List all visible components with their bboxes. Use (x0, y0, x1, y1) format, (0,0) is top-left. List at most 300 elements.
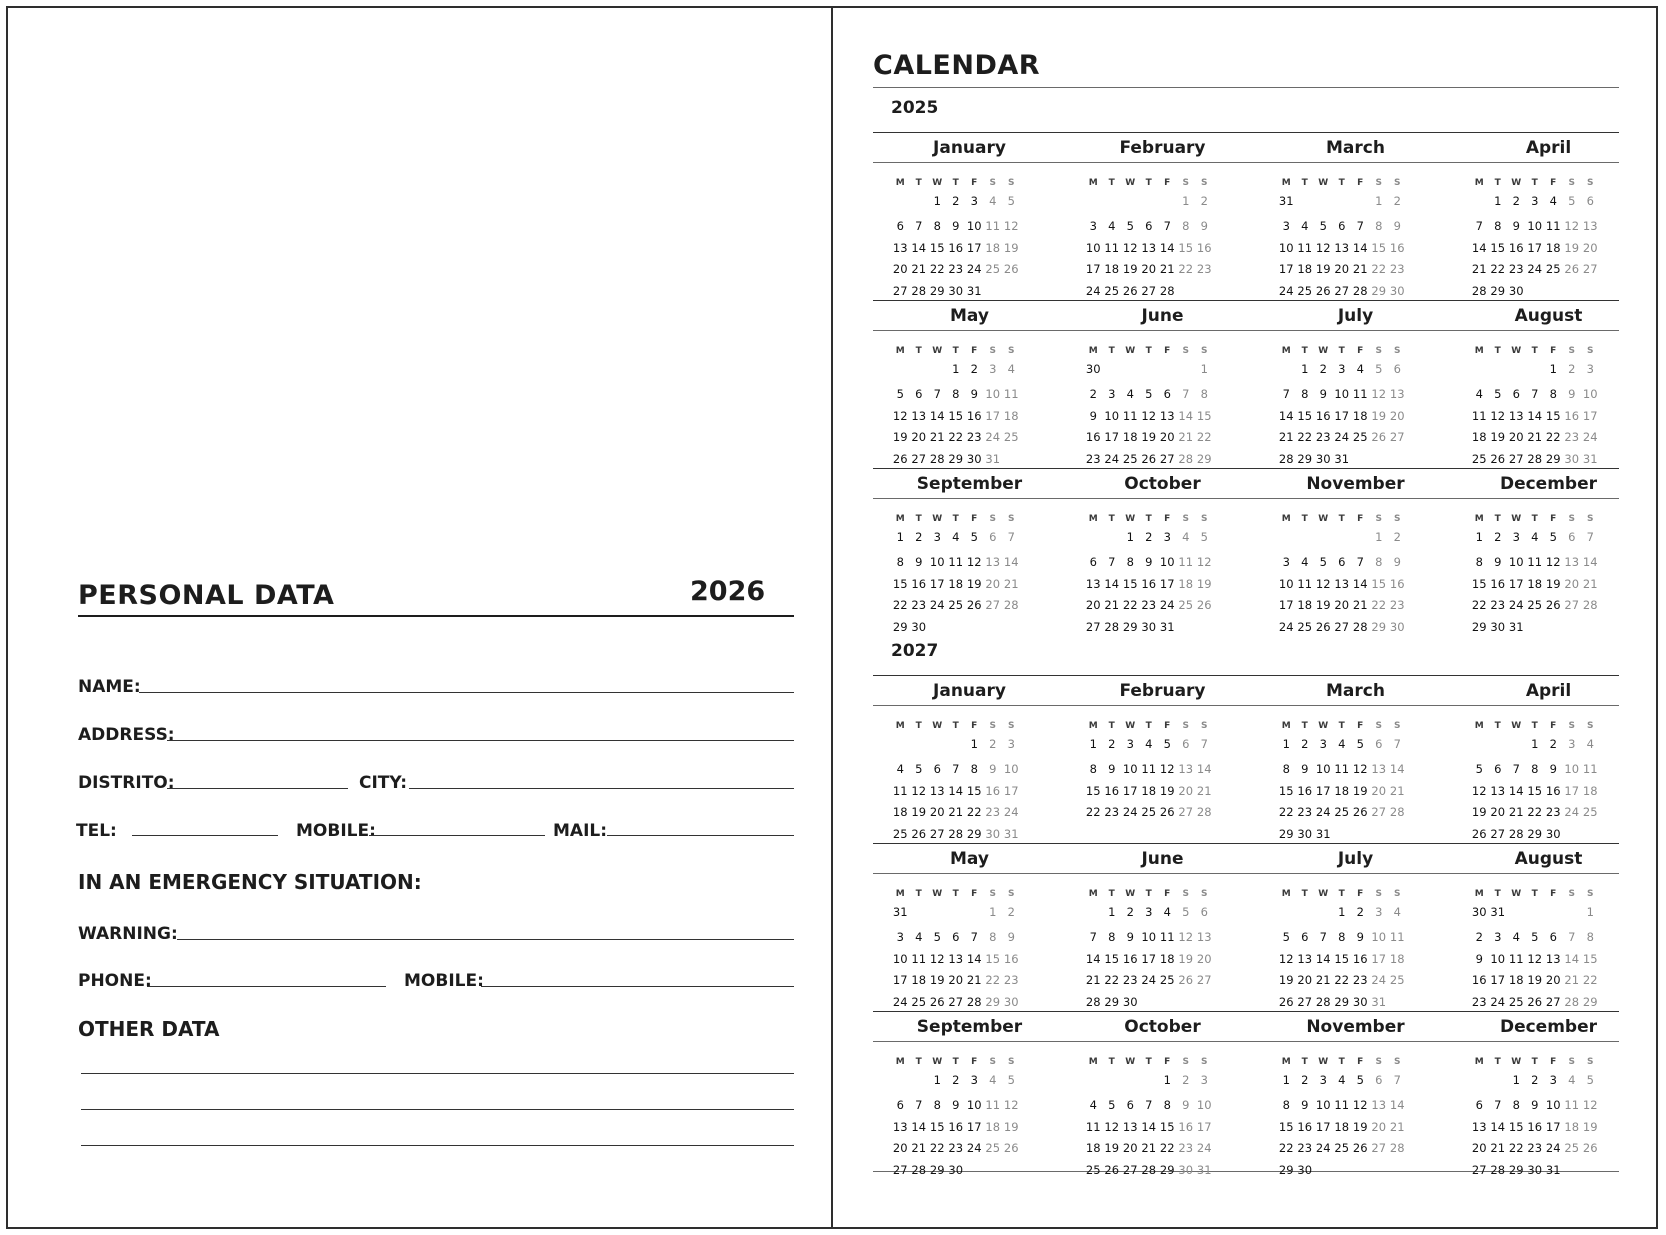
calendar-day[interactable]: 9 (1145, 555, 1153, 569)
calendar-day[interactable]: 20 (1178, 784, 1194, 798)
calendar-day[interactable]: 23 (1104, 805, 1120, 819)
calendar-day[interactable]: 1 (1126, 530, 1134, 544)
calendar-day[interactable]: 22 (1297, 430, 1313, 444)
calendar-day[interactable]: 9 (1531, 1098, 1539, 1112)
calendar-day[interactable]: 20 (1122, 1141, 1138, 1155)
calendar-day[interactable]: 22 (1104, 973, 1120, 987)
calendar-day[interactable]: 7 (915, 1098, 923, 1112)
calendar-day[interactable]: 18 (1334, 1120, 1350, 1134)
calendar-day[interactable]: 30 (1297, 1163, 1313, 1177)
calendar-day[interactable]: 8 (933, 1098, 941, 1112)
calendar-day[interactable]: 30 (1315, 452, 1331, 466)
calendar-day[interactable]: 5 (933, 930, 941, 944)
calendar-day[interactable]: 17 (1527, 241, 1543, 255)
calendar-day[interactable]: 8 (1282, 1098, 1290, 1112)
calendar-day[interactable]: 10 (1278, 241, 1294, 255)
calendar-day[interactable]: 19 (1352, 1120, 1368, 1134)
calendar-day[interactable]: 21 (966, 973, 982, 987)
calendar-day[interactable]: 31 (966, 284, 982, 298)
calendar-day[interactable]: 6 (1338, 555, 1346, 569)
calendar-day[interactable]: 10 (1371, 930, 1387, 944)
calendar-day[interactable]: 21 (1508, 805, 1524, 819)
calendar-day[interactable]: 13 (1297, 952, 1313, 966)
calendar-day[interactable]: 15 (1334, 952, 1350, 966)
calendar-day[interactable]: 7 (1163, 219, 1171, 233)
calendar-day[interactable]: 16 (1471, 973, 1487, 987)
mail-field[interactable] (607, 835, 794, 836)
calendar-day[interactable]: 8 (1494, 219, 1502, 233)
calendar-day[interactable]: 5 (1007, 1073, 1015, 1087)
calendar-day[interactable]: 16 (1104, 784, 1120, 798)
calendar-day[interactable]: 3 (1282, 219, 1290, 233)
calendar-day[interactable]: 3 (1126, 737, 1134, 751)
calendar-day[interactable]: 16 (1508, 241, 1524, 255)
calendar-day[interactable]: 8 (1108, 930, 1116, 944)
calendar-day[interactable]: 30 (948, 1163, 964, 1177)
calendar-day[interactable]: 22 (966, 805, 982, 819)
calendar-day[interactable]: 15 (1278, 1120, 1294, 1134)
calendar-day[interactable]: 3 (1007, 737, 1015, 751)
calendar-day[interactable]: 6 (915, 387, 923, 401)
calendar-day[interactable]: 5 (1356, 1073, 1364, 1087)
calendar-day[interactable]: 2 (1200, 194, 1208, 208)
calendar-day[interactable]: 19 (1582, 1120, 1598, 1134)
calendar-day[interactable]: 28 (1389, 1141, 1405, 1155)
calendar-day[interactable]: 19 (966, 577, 982, 591)
calendar-day[interactable]: 7 (1393, 737, 1401, 751)
calendar-day[interactable]: 3 (1568, 737, 1576, 751)
calendar-day[interactable]: 7 (1494, 1098, 1502, 1112)
calendar-day[interactable]: 12 (911, 784, 927, 798)
calendar-day[interactable]: 15 (1508, 1120, 1524, 1134)
calendar-day[interactable]: 15 (1490, 241, 1506, 255)
calendar-day[interactable]: 17 (1122, 784, 1138, 798)
calendar-day[interactable]: 18 (1471, 430, 1487, 444)
calendar-day[interactable]: 24 (985, 430, 1001, 444)
calendar-day[interactable]: 21 (1352, 598, 1368, 612)
calendar-day[interactable]: 12 (1159, 762, 1175, 776)
calendar-day[interactable]: 12 (1003, 219, 1019, 233)
calendar-day[interactable]: 3 (1200, 1073, 1208, 1087)
calendar-day[interactable]: 14 (1389, 1098, 1405, 1112)
calendar-day[interactable]: 24 (1564, 805, 1580, 819)
calendar-day[interactable]: 27 (1508, 452, 1524, 466)
calendar-day[interactable]: 13 (1508, 409, 1524, 423)
calendar-day[interactable]: 2 (1089, 387, 1097, 401)
calendar-day[interactable]: 20 (1508, 430, 1524, 444)
calendar-day[interactable]: 1 (1163, 1073, 1171, 1087)
calendar-day[interactable]: 11 (1104, 241, 1120, 255)
calendar-day[interactable]: 11 (1508, 952, 1524, 966)
calendar-day[interactable]: 18 (1545, 241, 1561, 255)
calendar-day[interactable]: 23 (1527, 1141, 1543, 1155)
calendar-day[interactable]: 7 (933, 387, 941, 401)
calendar-day[interactable]: 4 (1301, 555, 1309, 569)
calendar-day[interactable]: 28 (911, 1163, 927, 1177)
calendar-day[interactable]: 2 (1007, 905, 1015, 919)
calendar-day[interactable]: 29 (1508, 1163, 1524, 1177)
calendar-day[interactable]: 25 (911, 995, 927, 1009)
calendar-day[interactable]: 2 (1568, 362, 1576, 376)
calendar-day[interactable]: 25 (1471, 452, 1487, 466)
calendar-day[interactable]: 11 (1297, 577, 1313, 591)
calendar-day[interactable]: 1 (1549, 362, 1557, 376)
calendar-day[interactable]: 3 (1319, 737, 1327, 751)
calendar-day[interactable]: 25 (1141, 805, 1157, 819)
calendar-day[interactable]: 22 (1527, 805, 1543, 819)
calendar-day[interactable]: 5 (915, 762, 923, 776)
calendar-day[interactable]: 13 (1085, 577, 1101, 591)
calendar-day[interactable]: 19 (1352, 784, 1368, 798)
calendar-day[interactable]: 31 (1196, 1163, 1212, 1177)
calendar-day[interactable]: 12 (1582, 1098, 1598, 1112)
calendar-day[interactable]: 21 (911, 262, 927, 276)
calendar-day[interactable]: 30 (1545, 827, 1561, 841)
calendar-day[interactable]: 26 (1104, 1163, 1120, 1177)
calendar-day[interactable]: 27 (1196, 973, 1212, 987)
calendar-day[interactable]: 26 (892, 452, 908, 466)
calendar-day[interactable]: 12 (1352, 762, 1368, 776)
calendar-day[interactable]: 4 (896, 762, 904, 776)
calendar-day[interactable]: 7 (1475, 219, 1483, 233)
calendar-day[interactable]: 4 (1301, 219, 1309, 233)
calendar-day[interactable]: 4 (1338, 737, 1346, 751)
calendar-day[interactable]: 2 (915, 530, 923, 544)
calendar-day[interactable]: 22 (1085, 805, 1101, 819)
calendar-day[interactable]: 25 (1122, 452, 1138, 466)
district-field[interactable] (167, 788, 348, 789)
calendar-day[interactable]: 9 (1182, 1098, 1190, 1112)
calendar-day[interactable]: 16 (1196, 241, 1212, 255)
calendar-day[interactable]: 14 (948, 784, 964, 798)
calendar-day[interactable]: 23 (1508, 262, 1524, 276)
calendar-day[interactable]: 2 (989, 737, 997, 751)
calendar-day[interactable]: 12 (1003, 1098, 1019, 1112)
tel-field[interactable] (132, 835, 278, 836)
calendar-day[interactable]: 4 (1531, 530, 1539, 544)
calendar-day[interactable]: 28 (1159, 284, 1175, 298)
calendar-day[interactable]: 28 (1471, 284, 1487, 298)
calendar-day[interactable]: 7 (1282, 387, 1290, 401)
calendar-day[interactable]: 18 (1122, 430, 1138, 444)
calendar-day[interactable]: 17 (1315, 1120, 1331, 1134)
calendar-day[interactable]: 10 (1508, 555, 1524, 569)
calendar-day[interactable]: 1 (1200, 362, 1208, 376)
calendar-day[interactable]: 4 (989, 1073, 997, 1087)
calendar-day[interactable]: 9 (1494, 555, 1502, 569)
calendar-day[interactable]: 4 (1007, 362, 1015, 376)
calendar-day[interactable]: 30 (1508, 284, 1524, 298)
calendar-day[interactable]: 20 (1490, 805, 1506, 819)
calendar-day[interactable]: 1 (1301, 362, 1309, 376)
calendar-day[interactable]: 3 (1512, 530, 1520, 544)
calendar-day[interactable]: 15 (929, 241, 945, 255)
calendar-day[interactable]: 7 (1319, 930, 1327, 944)
calendar-day[interactable]: 18 (1508, 973, 1524, 987)
calendar-day[interactable]: 11 (1564, 1098, 1580, 1112)
calendar-day[interactable]: 10 (966, 1098, 982, 1112)
calendar-day[interactable]: 12 (892, 409, 908, 423)
calendar-day[interactable]: 30 (948, 284, 964, 298)
calendar-day[interactable]: 11 (1582, 762, 1598, 776)
calendar-day[interactable]: 23 (1122, 973, 1138, 987)
calendar-day[interactable]: 22 (1508, 1141, 1524, 1155)
calendar-day[interactable]: 25 (1297, 284, 1313, 298)
calendar-day[interactable]: 30 (1490, 620, 1506, 634)
calendar-day[interactable]: 18 (1582, 784, 1598, 798)
calendar-day[interactable]: 5 (1319, 219, 1327, 233)
calendar-day[interactable]: 6 (1568, 530, 1576, 544)
calendar-day[interactable]: 10 (1159, 555, 1175, 569)
calendar-day[interactable]: 28 (1508, 827, 1524, 841)
calendar-day[interactable]: 13 (1178, 762, 1194, 776)
calendar-day[interactable]: 24 (1545, 1141, 1561, 1155)
calendar-day[interactable]: 23 (948, 1141, 964, 1155)
calendar-day[interactable]: 26 (1278, 995, 1294, 1009)
calendar-day[interactable]: 14 (1490, 1120, 1506, 1134)
calendar-day[interactable]: 17 (1159, 577, 1175, 591)
calendar-day[interactable]: 3 (1549, 1073, 1557, 1087)
calendar-day[interactable]: 6 (1163, 387, 1171, 401)
calendar-day[interactable]: 6 (1182, 737, 1190, 751)
calendar-day[interactable]: 10 (1085, 241, 1101, 255)
address-field[interactable] (167, 740, 794, 741)
calendar-day[interactable]: 13 (1371, 762, 1387, 776)
calendar-day[interactable]: 22 (1122, 598, 1138, 612)
calendar-day[interactable]: 25 (1582, 805, 1598, 819)
calendar-day[interactable]: 21 (1352, 262, 1368, 276)
calendar-day[interactable]: 7 (1568, 930, 1576, 944)
calendar-day[interactable]: 17 (1085, 262, 1101, 276)
calendar-day[interactable]: 10 (1104, 409, 1120, 423)
calendar-day[interactable]: 18 (1085, 1141, 1101, 1155)
calendar-day[interactable]: 27 (1582, 262, 1598, 276)
calendar-day[interactable]: 13 (1582, 219, 1598, 233)
calendar-day[interactable]: 28 (1278, 452, 1294, 466)
calendar-day[interactable]: 18 (985, 241, 1001, 255)
calendar-day[interactable]: 3 (1282, 555, 1290, 569)
calendar-day[interactable]: 4 (952, 530, 960, 544)
calendar-day[interactable]: 18 (1297, 262, 1313, 276)
calendar-day[interactable]: 9 (1475, 952, 1483, 966)
calendar-day[interactable]: 27 (1545, 995, 1561, 1009)
calendar-day[interactable]: 27 (1564, 598, 1580, 612)
calendar-day[interactable]: 14 (1471, 241, 1487, 255)
calendar-day[interactable]: 17 (1278, 262, 1294, 276)
calendar-day[interactable]: 28 (911, 284, 927, 298)
calendar-day[interactable]: 29 (1371, 284, 1387, 298)
calendar-day[interactable]: 1 (989, 905, 997, 919)
calendar-day[interactable]: 28 (1352, 284, 1368, 298)
calendar-day[interactable]: 7 (1356, 555, 1364, 569)
calendar-day[interactable]: 9 (952, 219, 960, 233)
calendar-day[interactable]: 18 (985, 1120, 1001, 1134)
calendar-day[interactable]: 22 (1371, 262, 1387, 276)
calendar-day[interactable]: 14 (1003, 555, 1019, 569)
calendar-day[interactable]: 8 (1549, 387, 1557, 401)
calendar-day[interactable]: 15 (1104, 952, 1120, 966)
calendar-day[interactable]: 17 (929, 577, 945, 591)
calendar-day[interactable]: 12 (1545, 555, 1561, 569)
calendar-day[interactable]: 18 (1003, 409, 1019, 423)
calendar-day[interactable]: 11 (1352, 387, 1368, 401)
calendar-day[interactable]: 13 (1371, 1098, 1387, 1112)
calendar-day[interactable]: 13 (1334, 577, 1350, 591)
calendar-day[interactable]: 9 (1356, 930, 1364, 944)
calendar-day[interactable]: 13 (892, 241, 908, 255)
calendar-day[interactable]: 25 (1178, 598, 1194, 612)
calendar-day[interactable]: 19 (1003, 241, 1019, 255)
calendar-day[interactable]: 5 (1531, 930, 1539, 944)
calendar-day[interactable]: 29 (1297, 452, 1313, 466)
calendar-day[interactable]: 21 (1085, 973, 1101, 987)
calendar-day[interactable]: 14 (1278, 409, 1294, 423)
calendar-day[interactable]: 22 (1196, 430, 1212, 444)
calendar-day[interactable]: 6 (1145, 219, 1153, 233)
calendar-day[interactable]: 15 (948, 409, 964, 423)
calendar-day[interactable]: 1 (1089, 737, 1097, 751)
calendar-day[interactable]: 13 (985, 555, 1001, 569)
calendar-day[interactable]: 3 (1338, 362, 1346, 376)
calendar-day[interactable]: 19 (1471, 805, 1487, 819)
calendar-day[interactable]: 11 (1527, 555, 1543, 569)
calendar-day[interactable]: 2 (1494, 530, 1502, 544)
calendar-day[interactable]: 16 (1545, 784, 1561, 798)
calendar-day[interactable]: 29 (966, 827, 982, 841)
calendar-day[interactable]: 25 (985, 262, 1001, 276)
calendar-day[interactable]: 31 (1159, 620, 1175, 634)
calendar-day[interactable]: 6 (1089, 555, 1097, 569)
calendar-day[interactable]: 7 (1393, 1073, 1401, 1087)
calendar-day[interactable]: 24 (1371, 973, 1387, 987)
calendar-day[interactable]: 20 (892, 1141, 908, 1155)
calendar-day[interactable]: 13 (911, 409, 927, 423)
calendar-day[interactable]: 6 (896, 1098, 904, 1112)
calendar-day[interactable]: 10 (1582, 387, 1598, 401)
calendar-day[interactable]: 4 (1163, 905, 1171, 919)
calendar-day[interactable]: 17 (1104, 430, 1120, 444)
calendar-day[interactable]: 20 (1141, 262, 1157, 276)
calendar-day[interactable]: 18 (1159, 952, 1175, 966)
calendar-day[interactable]: 1 (1512, 1073, 1520, 1087)
calendar-day[interactable]: 12 (1178, 930, 1194, 944)
calendar-day[interactable]: 5 (1494, 387, 1502, 401)
calendar-day[interactable]: 12 (1471, 784, 1487, 798)
calendar-day[interactable]: 1 (952, 362, 960, 376)
calendar-day[interactable]: 13 (1334, 241, 1350, 255)
calendar-day[interactable]: 26 (1352, 1141, 1368, 1155)
calendar-day[interactable]: 21 (1315, 973, 1331, 987)
calendar-day[interactable]: 23 (1545, 805, 1561, 819)
calendar-day[interactable]: 15 (1582, 952, 1598, 966)
calendar-day[interactable]: 8 (1089, 762, 1097, 776)
calendar-day[interactable]: 31 (1545, 1163, 1561, 1177)
calendar-day[interactable]: 6 (989, 530, 997, 544)
calendar-day[interactable]: 28 (1178, 452, 1194, 466)
calendar-day[interactable]: 5 (1282, 930, 1290, 944)
calendar-day[interactable]: 1 (1282, 737, 1290, 751)
calendar-day[interactable]: 26 (966, 598, 982, 612)
calendar-day[interactable]: 18 (1527, 577, 1543, 591)
calendar-day[interactable]: 13 (1196, 930, 1212, 944)
calendar-day[interactable]: 27 (1490, 827, 1506, 841)
calendar-day[interactable]: 15 (966, 784, 982, 798)
calendar-day[interactable]: 8 (952, 387, 960, 401)
calendar-day[interactable]: 28 (929, 452, 945, 466)
calendar-day[interactable]: 14 (1104, 577, 1120, 591)
calendar-day[interactable]: 16 (948, 1120, 964, 1134)
calendar-day[interactable]: 17 (966, 1120, 982, 1134)
calendar-day[interactable]: 21 (1003, 577, 1019, 591)
calendar-day[interactable]: 2 (1549, 737, 1557, 751)
calendar-day[interactable]: 15 (1297, 409, 1313, 423)
calendar-day[interactable]: 12 (1564, 219, 1580, 233)
calendar-day[interactable]: 13 (1545, 952, 1561, 966)
calendar-day[interactable]: 7 (970, 930, 978, 944)
calendar-day[interactable]: 7 (1089, 930, 1097, 944)
calendar-day[interactable]: 18 (1178, 577, 1194, 591)
calendar-day[interactable]: 8 (1182, 219, 1190, 233)
calendar-day[interactable]: 14 (1582, 555, 1598, 569)
calendar-day[interactable]: 25 (1564, 1141, 1580, 1155)
calendar-day[interactable]: 14 (1178, 409, 1194, 423)
calendar-day[interactable]: 8 (1301, 387, 1309, 401)
calendar-day[interactable]: 26 (1159, 805, 1175, 819)
calendar-day[interactable]: 8 (1586, 930, 1594, 944)
calendar-day[interactable]: 14 (911, 241, 927, 255)
warning-field[interactable] (177, 939, 794, 940)
calendar-day[interactable]: 23 (1315, 430, 1331, 444)
calendar-day[interactable]: 19 (1104, 1141, 1120, 1155)
calendar-day[interactable]: 9 (1512, 219, 1520, 233)
calendar-day[interactable]: 19 (911, 805, 927, 819)
calendar-day[interactable]: 4 (1356, 362, 1364, 376)
calendar-day[interactable]: 29 (1278, 1163, 1294, 1177)
calendar-day[interactable]: 16 (1178, 1120, 1194, 1134)
calendar-day[interactable]: 30 (985, 827, 1001, 841)
calendar-day[interactable]: 16 (1352, 952, 1368, 966)
calendar-day[interactable]: 25 (1527, 598, 1543, 612)
calendar-day[interactable]: 23 (1085, 452, 1101, 466)
calendar-day[interactable]: 9 (1089, 409, 1097, 423)
calendar-day[interactable]: 15 (1159, 1120, 1175, 1134)
calendar-day[interactable]: 1 (1182, 194, 1190, 208)
calendar-day[interactable]: 17 (1141, 952, 1157, 966)
calendar-day[interactable]: 31 (892, 905, 908, 919)
calendar-day[interactable]: 12 (1315, 577, 1331, 591)
calendar-day[interactable]: 27 (948, 995, 964, 1009)
calendar-day[interactable]: 19 (1141, 430, 1157, 444)
calendar-day[interactable]: 29 (1471, 620, 1487, 634)
calendar-day[interactable]: 14 (1564, 952, 1580, 966)
calendar-day[interactable]: 9 (1301, 762, 1309, 776)
calendar-day[interactable]: 19 (1159, 784, 1175, 798)
calendar-day[interactable]: 3 (1163, 530, 1171, 544)
calendar-day[interactable]: 25 (985, 1141, 1001, 1155)
calendar-day[interactable]: 25 (1545, 262, 1561, 276)
calendar-day[interactable]: 11 (1545, 219, 1561, 233)
calendar-day[interactable]: 14 (1352, 577, 1368, 591)
calendar-day[interactable]: 5 (1568, 194, 1576, 208)
calendar-day[interactable]: 19 (1371, 409, 1387, 423)
calendar-day[interactable]: 30 (1352, 995, 1368, 1009)
calendar-day[interactable]: 8 (933, 219, 941, 233)
calendar-day[interactable]: 20 (1371, 784, 1387, 798)
calendar-day[interactable]: 30 (966, 452, 982, 466)
calendar-day[interactable]: 24 (1315, 1141, 1331, 1155)
calendar-day[interactable]: 3 (1108, 387, 1116, 401)
calendar-day[interactable]: 8 (1200, 387, 1208, 401)
